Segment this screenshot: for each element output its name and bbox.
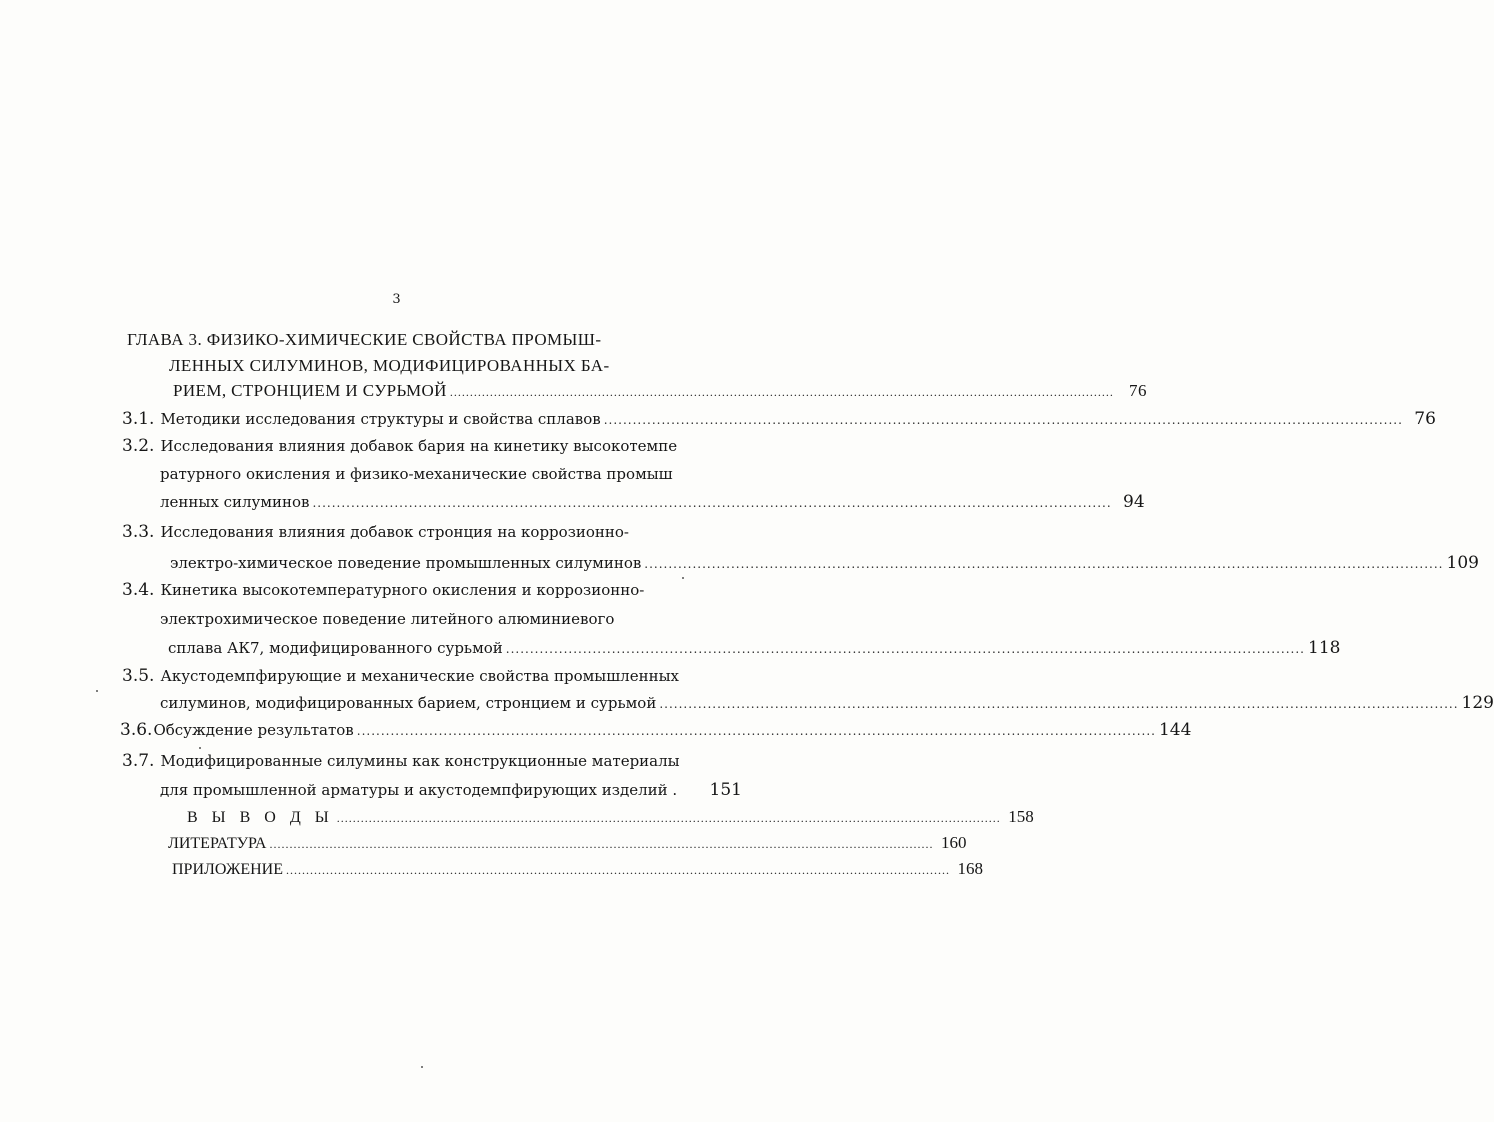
toc-entry-3-3-line-1 xyxy=(122,522,629,542)
dot-leader: ...................................................................................................................................................................... xyxy=(286,863,951,877)
section-title: Методики исследования структуры и свойства сплавов xyxy=(160,410,601,428)
scan-speck xyxy=(199,747,201,749)
dot-leader: ...................................................................................................................................................................... xyxy=(644,557,1444,571)
back-matter-title: В Ы В О Д Ы xyxy=(187,809,334,826)
dot-leader: ...................................................................................................................................................................... xyxy=(505,642,1305,656)
toc-entry-conclusions xyxy=(187,807,1034,827)
dot-leader: ...................................................................................................................................................................... xyxy=(603,413,1403,427)
section-title: Кинетика высокотемпературного окисления и коррозионно- xyxy=(160,581,645,599)
section-number: 3.1. xyxy=(122,409,155,429)
scan-speck xyxy=(682,577,684,579)
dot-leader: ...................................................................................................................................................................... xyxy=(356,724,1156,738)
toc-entry-3-7-line-2: для промышленной арматуры и акустодемпфирующих изделий . 151 xyxy=(160,780,742,800)
section-title: Исследования влияния добавок стронция на коррозионно- xyxy=(160,523,629,541)
dot-leader: ...................................................................................................................................................................... xyxy=(336,811,1001,825)
toc-entry-appendix xyxy=(172,859,984,879)
dot-leader: ...................................................................................................................................................................... xyxy=(312,496,1112,510)
toc-entry-3-6 xyxy=(120,720,1192,740)
dot-leader: ...................................................................................................................................................................... xyxy=(449,385,1114,399)
back-matter-page: 168 xyxy=(957,859,984,878)
section-title: Обсуждение результатов xyxy=(153,721,354,739)
toc-entry-3-2-line-3: ленных силуминов ...................................................................................................................................................................... 94 xyxy=(160,492,1145,512)
dot-leader: ...................................................................................................................................................................... xyxy=(269,837,934,851)
toc-entry-3-5-line-2: силуминов, модифицированных барием, стронцием и сурьмой ...................................................................................................................................................................... 129 xyxy=(160,693,1494,713)
toc-entry-3-1 xyxy=(122,409,1436,429)
section-title: Исследования влияния добавок бария на кинетику высокотемпе xyxy=(160,437,678,455)
toc-entry-3-4-line-1 xyxy=(122,580,644,600)
section-page: 94 xyxy=(1123,492,1145,512)
scan-speck xyxy=(421,1066,423,1068)
chapter-page: 76 xyxy=(1129,381,1147,400)
back-matter-title: ПРИЛОЖЕНИЕ xyxy=(172,861,284,878)
chapter-title-line-2: ЛЕННЫХ СИЛУМИНОВ, МОДИФИЦИРОВАННЫХ БА- xyxy=(169,356,610,375)
toc-entry-3-2-line-1 xyxy=(122,436,677,456)
section-page: 129 xyxy=(1461,693,1494,713)
toc-entry-3-2-line-2: ратурного окисления и физико-механические свойства промыш xyxy=(160,465,673,483)
page-number: 3 xyxy=(392,292,401,307)
toc-entry-3-3-line-2: электро-химическое поведение промышленных силуминов ...................................................................................................................................................................... 109 xyxy=(170,553,1479,573)
back-matter-title: ЛИТЕРАТУРА xyxy=(168,835,267,852)
back-matter-page: 160 xyxy=(940,833,967,852)
section-number: 3.4. xyxy=(122,580,155,600)
toc-entry-3-7-line-1 xyxy=(122,751,680,771)
chapter-title-line-3: РИЕМ, СТРОНЦИЕМ И СУРЬМОЙ ...................................................................................................................................................................... 76 xyxy=(173,381,1147,400)
section-number: 3.6. xyxy=(120,720,153,740)
toc-entry-3-4-line-3: сплава АК7, модифицированного сурьмой ...................................................................................................................................................................... 118 xyxy=(168,638,1341,658)
toc-entry-3-5-line-1 xyxy=(122,666,679,686)
scan-speck xyxy=(96,690,98,692)
chapter-title-line-1: ГЛАВА 3. ФИЗИКО-ХИМИЧЕСКИЕ СВОЙСТВА ПРОМЫШ- xyxy=(127,330,602,349)
section-page: 109 xyxy=(1446,553,1479,573)
section-page: 118 xyxy=(1308,638,1341,658)
section-number: 3.7. xyxy=(122,751,155,771)
section-page: 76 xyxy=(1414,409,1436,429)
section-title: Модифицированные силумины как конструкционные материалы xyxy=(160,752,680,770)
section-page: 151 xyxy=(709,780,742,800)
back-matter-page: 158 xyxy=(1008,807,1034,826)
section-page: 144 xyxy=(1158,720,1192,740)
dot-leader: ...................................................................................................................................................................... xyxy=(659,697,1459,711)
toc-entry-literature xyxy=(168,833,967,853)
toc-entry-3-4-line-2: электрохимическое поведение литейного алюминиевого xyxy=(160,610,615,628)
section-number: 3.3. xyxy=(122,522,155,542)
section-number: 3.2. xyxy=(122,436,155,456)
section-title: Акустодемпфирующие и механические свойства промышленных xyxy=(160,667,679,685)
section-number: 3.5. xyxy=(122,666,155,686)
